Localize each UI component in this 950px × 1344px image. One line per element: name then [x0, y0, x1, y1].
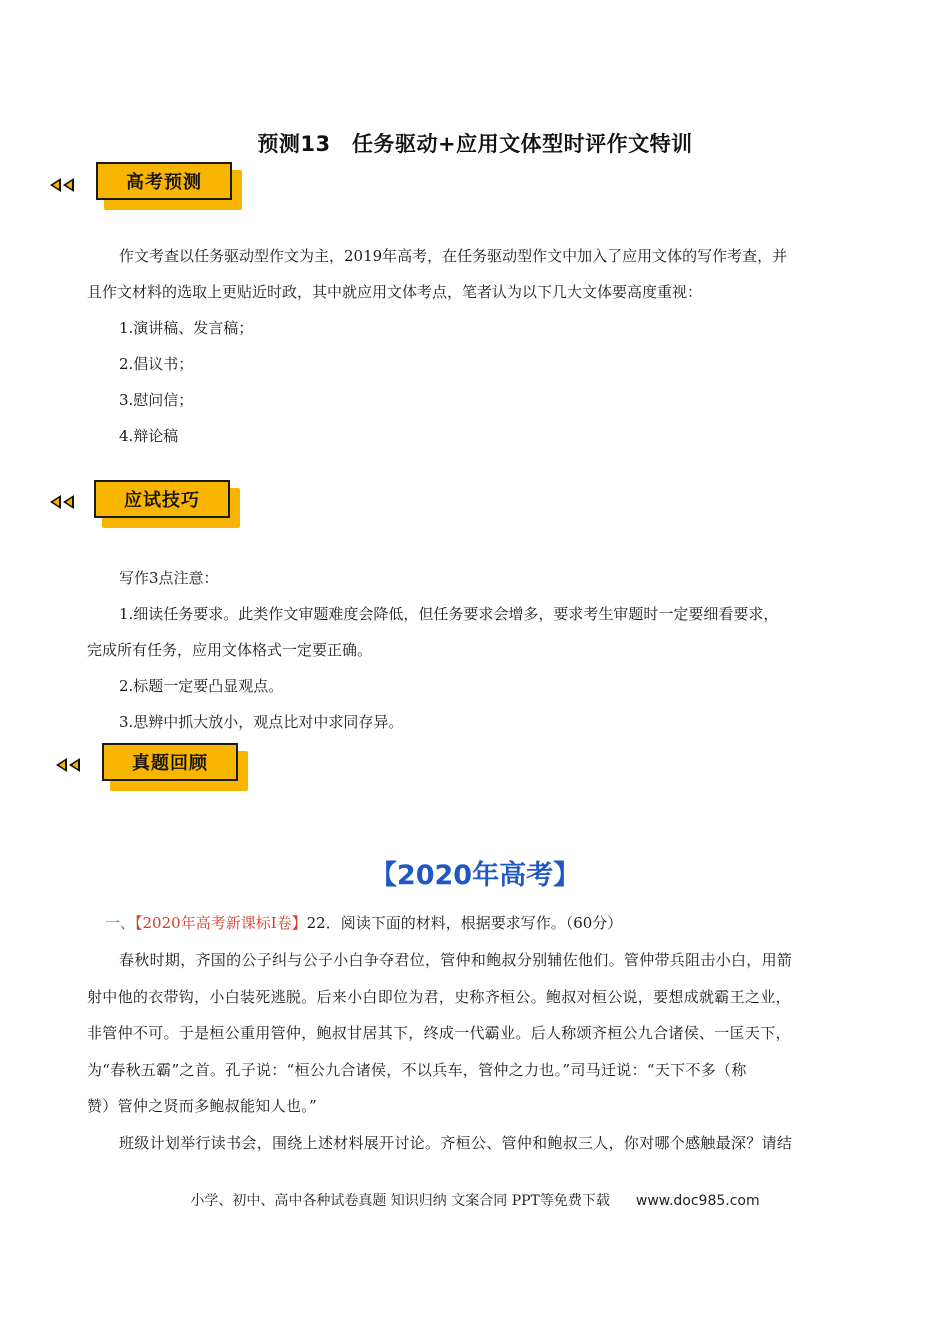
triangle-left-icon: [56, 758, 67, 772]
predict-section-body: [87, 238, 863, 454]
paragraph: 作文考查以任务驱动型作文为主，2019年高考，在任务驱动型作文中加入了应用文体的写作考查，并: [119, 247, 788, 265]
page-footer: [0, 1190, 950, 1210]
passage-line: 春秋时期，齐国的公子纠与公子小白争夺君位，管仲和鲍叔分别辅佐他们。管仲带兵阻击小白，用箭: [119, 951, 793, 969]
paragraph: 完成所有任务，应用文体格式一定要正确。: [87, 641, 373, 659]
triangle-left-icon: [50, 495, 61, 509]
paragraph: 2.标题一定要凸显观点。: [119, 677, 284, 695]
passage-line: 班级计划举行读书会，围绕上述材料展开讨论。齐桓公、管仲和鲍叔三人，你对哪个感触最深？请结: [119, 1133, 793, 1152]
section-banner-label: 高考预测: [96, 162, 232, 200]
passage-line: 射中他的衣带钩，小白装死逃脱。后来小白即位为君，史称齐桓公。鲍叔对桓公说，要想成就霸王之业，: [87, 987, 791, 1006]
section-arrows-icon: [50, 495, 74, 509]
footer-text: 小学、初中、高中各种试卷真题 知识归纳 文案合同 PPT等免费下载: [190, 1193, 610, 1209]
footer-url[interactable]: www.doc985.com: [635, 1193, 760, 1209]
question-prefix: 一、: [105, 914, 136, 932]
passage-line: 为“春秋五霸”之首。孔子说：“桓公九合诸侯，不以兵车，管仲之力也。”司马迁说：“天下不多（称: [87, 1060, 747, 1079]
question-text: 22．阅读下面的材料，根据要求写作。（60分）: [306, 914, 623, 932]
triangle-left-icon: [50, 178, 61, 192]
triangle-left-icon: [63, 495, 74, 509]
list-item: 3.慰问信；: [119, 391, 194, 409]
question-line: [87, 911, 863, 935]
passage-line: 赞）管仲之贤而多鲍叔能知人也。”: [87, 1097, 317, 1115]
document-title: 预测13 任务驱动+应用文体型时评作文特训: [257, 132, 693, 156]
list-item: 4.辩论稿: [119, 427, 179, 445]
question-passage: [87, 942, 863, 1161]
paragraph: 写作3点注意：: [119, 569, 219, 587]
section-banner-label: 应试技巧: [94, 480, 230, 518]
section-arrows-icon: [56, 758, 80, 772]
paragraph: 1.细读任务要求。此类作文审题难度会降低，但任务要求会增多，要求考生审题时一定要细看要求，: [119, 605, 779, 623]
section-arrows-icon: [50, 178, 74, 192]
section-banner-review: [102, 743, 248, 787]
passage-line: 非管仲不可。于是桓公重用管仲，鲍叔甘居其下，终成一代霸业。后人称颂齐桓公九合诸侯、一匡天下，: [87, 1024, 791, 1042]
list-item: 1.演讲稿、发言稿；: [119, 319, 254, 337]
question-source: 【2020年高考新课标Ⅰ卷】: [135, 914, 307, 932]
year-heading: 【2020年高考】: [369, 860, 581, 891]
paragraph: 且作文材料的选取上更贴近时政，其中就应用文体考点，笔者认为以下几大文体要高度重视：: [87, 283, 703, 301]
triangle-left-icon: [69, 758, 80, 772]
tips-section-body: [87, 560, 863, 740]
triangle-left-icon: [63, 178, 74, 192]
section-banner-predict: [96, 162, 242, 206]
section-banner-tips: [94, 480, 240, 524]
paragraph: 3.思辨中抓大放小，观点比对中求同存异。: [119, 713, 404, 731]
section-banner-label: 真题回顾: [102, 743, 238, 781]
list-item: 2.倡议书；: [119, 355, 194, 373]
